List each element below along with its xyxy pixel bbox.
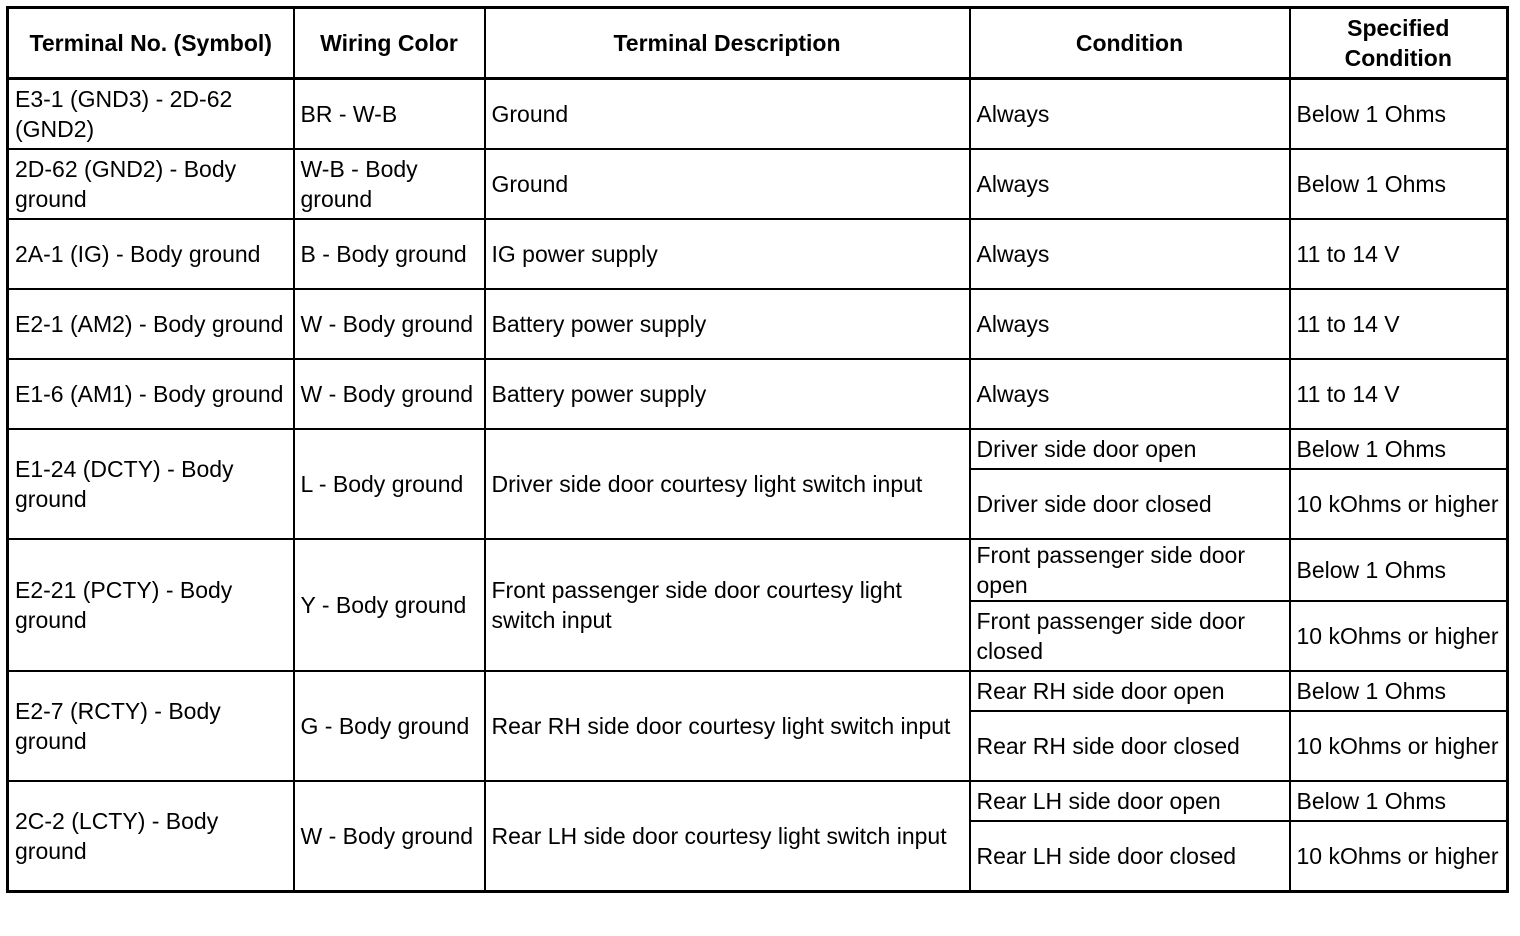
table-row	[8, 781, 1508, 821]
wiring-color-cell: Y - Body ground	[294, 539, 485, 671]
wiring-color-cell: B - Body ground	[294, 219, 485, 289]
table-row	[8, 671, 1508, 711]
header-specified-condition: Specified Condition	[1290, 8, 1508, 79]
specified-condition-cell: Below 1 Ohms	[1290, 671, 1508, 711]
header-condition: Condition	[970, 8, 1290, 79]
wiring-color-cell: W-B - Body ground	[294, 149, 485, 219]
table-row	[8, 149, 1508, 219]
specified-condition-cell: Below 1 Ohms	[1290, 539, 1508, 601]
description-cell: Battery power supply	[485, 359, 970, 429]
specified-condition-cell: 10 kOhms or higher	[1290, 711, 1508, 781]
condition-cell: Rear RH side door open	[970, 671, 1290, 711]
wiring-color-cell: W - Body ground	[294, 359, 485, 429]
description-cell: Ground	[485, 79, 970, 150]
description-cell: Driver side door courtesy light switch input	[485, 429, 970, 539]
wiring-color-cell: G - Body ground	[294, 671, 485, 781]
condition-cell: Rear LH side door open	[970, 781, 1290, 821]
condition-cell: Rear RH side door closed	[970, 711, 1290, 781]
specified-condition-cell: 10 kOhms or higher	[1290, 601, 1508, 671]
description-cell: Rear LH side door courtesy light switch input	[485, 781, 970, 892]
specified-condition-cell: 11 to 14 V	[1290, 359, 1508, 429]
terminal-cell: E1-6 (AM1) - Body ground	[8, 359, 294, 429]
terminal-cell: E3-1 (GND3) - 2D-62 (GND2)	[8, 79, 294, 150]
condition-cell: Front passenger side door closed	[970, 601, 1290, 671]
specified-condition-cell: Below 1 Ohms	[1290, 149, 1508, 219]
table-row	[8, 429, 1508, 469]
header-terminal: Terminal No. (Symbol)	[8, 8, 294, 79]
specified-condition-cell: 11 to 14 V	[1290, 219, 1508, 289]
condition-cell: Driver side door closed	[970, 469, 1290, 539]
wiring-color-cell: BR - W-B	[294, 79, 485, 150]
terminal-spec-table	[6, 6, 1509, 893]
header-terminal-description: Terminal Description	[485, 8, 970, 79]
header-row	[8, 8, 1508, 79]
specified-condition-cell: Below 1 Ohms	[1290, 79, 1508, 150]
description-cell: Front passenger side door courtesy light switch input	[485, 539, 970, 671]
specified-condition-cell: 10 kOhms or higher	[1290, 821, 1508, 892]
wiring-color-cell: L - Body ground	[294, 429, 485, 539]
condition-cell: Rear LH side door closed	[970, 821, 1290, 892]
table-row	[8, 359, 1508, 429]
specified-condition-cell: Below 1 Ohms	[1290, 781, 1508, 821]
table-row	[8, 219, 1508, 289]
description-cell: IG power supply	[485, 219, 970, 289]
terminal-cell: 2C-2 (LCTY) - Body ground	[8, 781, 294, 892]
terminal-cell: 2A-1 (IG) - Body ground	[8, 219, 294, 289]
description-cell: Rear RH side door courtesy light switch input	[485, 671, 970, 781]
description-cell: Battery power supply	[485, 289, 970, 359]
condition-cell: Always	[970, 149, 1290, 219]
terminal-cell: E2-1 (AM2) - Body ground	[8, 289, 294, 359]
table-row	[8, 79, 1508, 150]
condition-cell: Always	[970, 289, 1290, 359]
specified-condition-cell: Below 1 Ohms	[1290, 429, 1508, 469]
terminal-cell: E2-21 (PCTY) - Body ground	[8, 539, 294, 671]
wiring-color-cell: W - Body ground	[294, 289, 485, 359]
specified-condition-cell: 10 kOhms or higher	[1290, 469, 1508, 539]
wiring-color-cell: W - Body ground	[294, 781, 485, 892]
condition-cell: Front passenger side door open	[970, 539, 1290, 601]
condition-cell: Driver side door open	[970, 429, 1290, 469]
header-wiring-color: Wiring Color	[294, 8, 485, 79]
terminal-cell: E2-7 (RCTY) - Body ground	[8, 671, 294, 781]
table-row	[8, 539, 1508, 601]
specified-condition-cell: 11 to 14 V	[1290, 289, 1508, 359]
condition-cell: Always	[970, 359, 1290, 429]
terminal-cell: E1-24 (DCTY) - Body ground	[8, 429, 294, 539]
table-body	[8, 79, 1508, 892]
condition-cell: Always	[970, 219, 1290, 289]
description-cell: Ground	[485, 149, 970, 219]
terminal-cell: 2D-62 (GND2) - Body ground	[8, 149, 294, 219]
table-row	[8, 289, 1508, 359]
condition-cell: Always	[970, 79, 1290, 150]
